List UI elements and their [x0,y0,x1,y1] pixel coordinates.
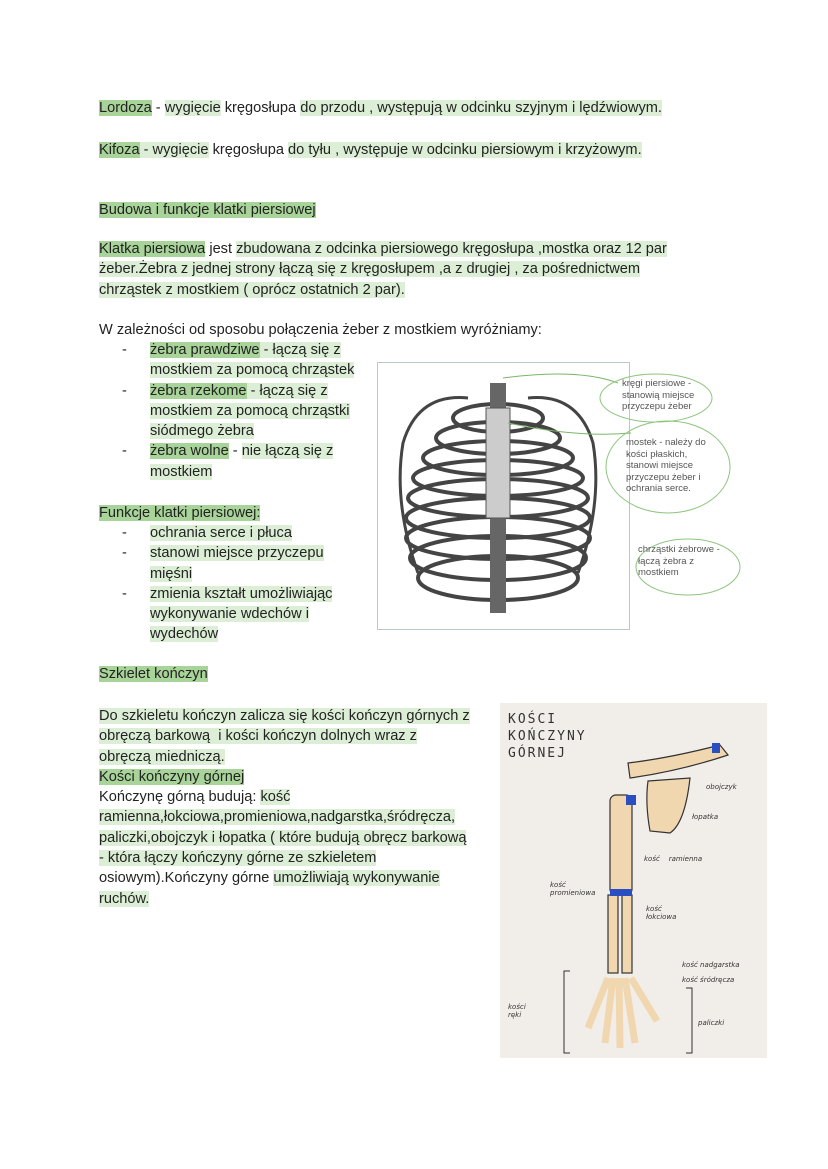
text-line [99,807,470,827]
text-line [150,543,332,563]
text-segment: zbudowana z odcinka piersiowego kręgosłupa ,mostka oraz 12 par [236,241,667,257]
annotation-kregi: kręgi piersiowe - stanowią miejsce przyczepu żeber [622,378,695,412]
highlighted-term: Lordoza [99,100,152,116]
text-line [99,787,470,807]
text-segment: - [139,142,153,158]
rib-cage-drawing [378,363,631,631]
text-line [150,401,354,421]
text-line [99,280,667,300]
text-segment: wygięcie [152,142,209,158]
text-segment: kręgosłupa [220,100,301,116]
highlighted-term: Szkielet kończyn [99,666,208,682]
kifoza-definition [99,140,642,160]
label-nadgarstka: kość nadgarstka [682,961,740,969]
label-ramienna: kość ramienna [644,855,703,863]
heading-funkcje [99,503,260,523]
text-line [150,604,332,624]
text-line [99,664,208,684]
text-segment: ruchów. [99,890,150,907]
list-item [99,543,332,584]
text-line [150,624,332,644]
text-segment: umożliwiają wykonywanie [273,870,440,887]
text-segment: nie łączą się z [241,443,334,460]
bullet-dash: - [122,382,127,399]
text-line [99,200,316,220]
highlighted-term: żebra rzekome [150,382,247,399]
text-segment: - [151,100,165,116]
text-line [99,828,470,848]
text-segment: do przodu , występują w odcinku szyjnym i lędźwiowym. [300,100,662,116]
text-line [99,767,470,787]
text-line [99,239,667,259]
text-line [150,441,354,461]
label-lopatka: łopatka [692,813,719,821]
text-segment: paliczki,obojczyk i łopatka ( które budują obręcz barkową [99,829,467,846]
text-segment: wygięcie [164,100,221,116]
text-segment: - łączą się z [246,382,328,399]
highlighted-term: Kifoza [99,142,140,158]
text-line [99,848,470,868]
highlighted-term: Klatka piersiowa [99,241,206,257]
text-line [150,584,332,604]
text-line [99,706,470,726]
text-segment: stanowi miejsce przyczepu [150,545,324,562]
highlighted-term: Kości kończyny górnej [99,768,245,785]
text-segment: jest [205,241,237,257]
text-segment: obręczą miedniczą. [99,748,225,765]
arm-figure-title: KOŚCI KOŃCZYNY GÓRNEJ [508,712,587,761]
text-segment: żeber.Żebra z jednej strony łączą się z kręgosłupem ,a z drugiej , za pośrednictwem [99,261,641,278]
text-line [150,340,354,360]
list-item [99,523,332,543]
klatka-paragraph [99,239,667,300]
text-segment: wydechów [150,626,219,643]
text-line [99,747,470,767]
bullet-dash: - [122,545,127,562]
text-line [99,726,470,746]
rib-cage-figure [377,362,630,630]
text-segment: kość [260,789,291,806]
text-line [150,462,354,482]
annotation-chrzastki: chrząstki żebrowe - łączą żebra z mostkiem [638,544,720,578]
text-line [150,421,354,441]
text-segment: - która łączy kończyny górne ze szkieletem [99,850,377,867]
list-item [99,584,332,645]
bullet-dash: - [122,342,127,358]
highlighted-term: Budowa i funkcje klatki piersiowej [99,202,316,218]
text-segment: mostkiem [150,463,213,480]
konczyny-paragraph [99,706,470,909]
text-segment: do tyłu , występuje w odcinku piersiowym i krzyżowym. [288,142,642,158]
text-segment: Kończynę górną budują: [99,789,261,806]
heading-szkielet [99,664,208,684]
text-segment: mostkiem za pomocą chrząstki [150,402,350,419]
text-segment: ramienna,łokciowa,promieniowa,nadgarstka,śródręcza, [99,809,456,826]
bullet-dash: - [122,443,127,460]
text-line [99,320,542,340]
text-segment: W zależności od sposobu połączenia żeber z mostkiem wyróżniamy: [99,322,542,338]
bullet-dash: - [122,585,127,602]
text-segment: ochrania serce i płuca [150,525,292,541]
text-segment: obręczą barkową i kości kończyn dolnych wraz z [99,728,417,745]
text-line [150,564,332,584]
text-line [99,98,662,118]
list-item [99,381,354,442]
highlighted-term: żebra wolne [150,443,229,460]
zebra-list [99,340,354,482]
text-segment: kręgosłupa [208,142,289,158]
text-line [99,259,667,279]
heading-budowa [99,200,316,220]
label-paliczki: paliczki [698,1019,725,1027]
text-line [150,360,354,380]
highlighted-term: żebra prawdziwe [150,342,260,358]
text-segment: siódmego żebra [150,423,254,440]
text-segment: wykonywanie wdechów i [150,606,309,623]
bullet-dash: - [122,525,127,541]
text-segment: osiowym).Kończyny górne [99,870,274,887]
label-promieniowa: kość promieniowa [550,881,596,897]
list-item [99,441,354,482]
funkcje-list [99,523,332,645]
text-line [99,140,642,160]
list-item [99,340,354,381]
text-segment: mięśni [150,565,193,582]
text-line [150,381,354,401]
label-srodrecza: kość śródręcza [682,976,735,984]
highlighted-term: Funkcje klatki piersiowej: [99,505,261,521]
label-lokciowa: kość łokciowa [646,905,677,921]
label-obojczyk: obojczyk [706,783,737,791]
zaleznosc-intro [99,320,542,340]
text-line [99,503,260,523]
text-segment: chrząstek z mostkiem ( oprócz ostatnich 2 par). [99,281,405,298]
text-line [99,889,470,909]
text-segment: - [228,443,242,460]
text-segment: zmienia kształt umożliwiając [150,585,333,602]
text-segment: - łączą się z [259,342,341,358]
annotation-mostek: mostek - należy do kości płaskich, stanowi miejsce przyczepu żeber i ochrania serce. [626,437,706,494]
lordoza-definition [99,98,662,118]
text-line [99,868,470,888]
text-segment: mostkiem za pomocą chrząstek [150,362,355,379]
text-line [150,523,332,543]
text-segment: Do szkieletu kończyn zalicza się kości kończyn górnych z [99,708,470,724]
arm-bones-figure [500,703,767,1058]
label-kosci-reki: kości ręki [508,1003,526,1019]
